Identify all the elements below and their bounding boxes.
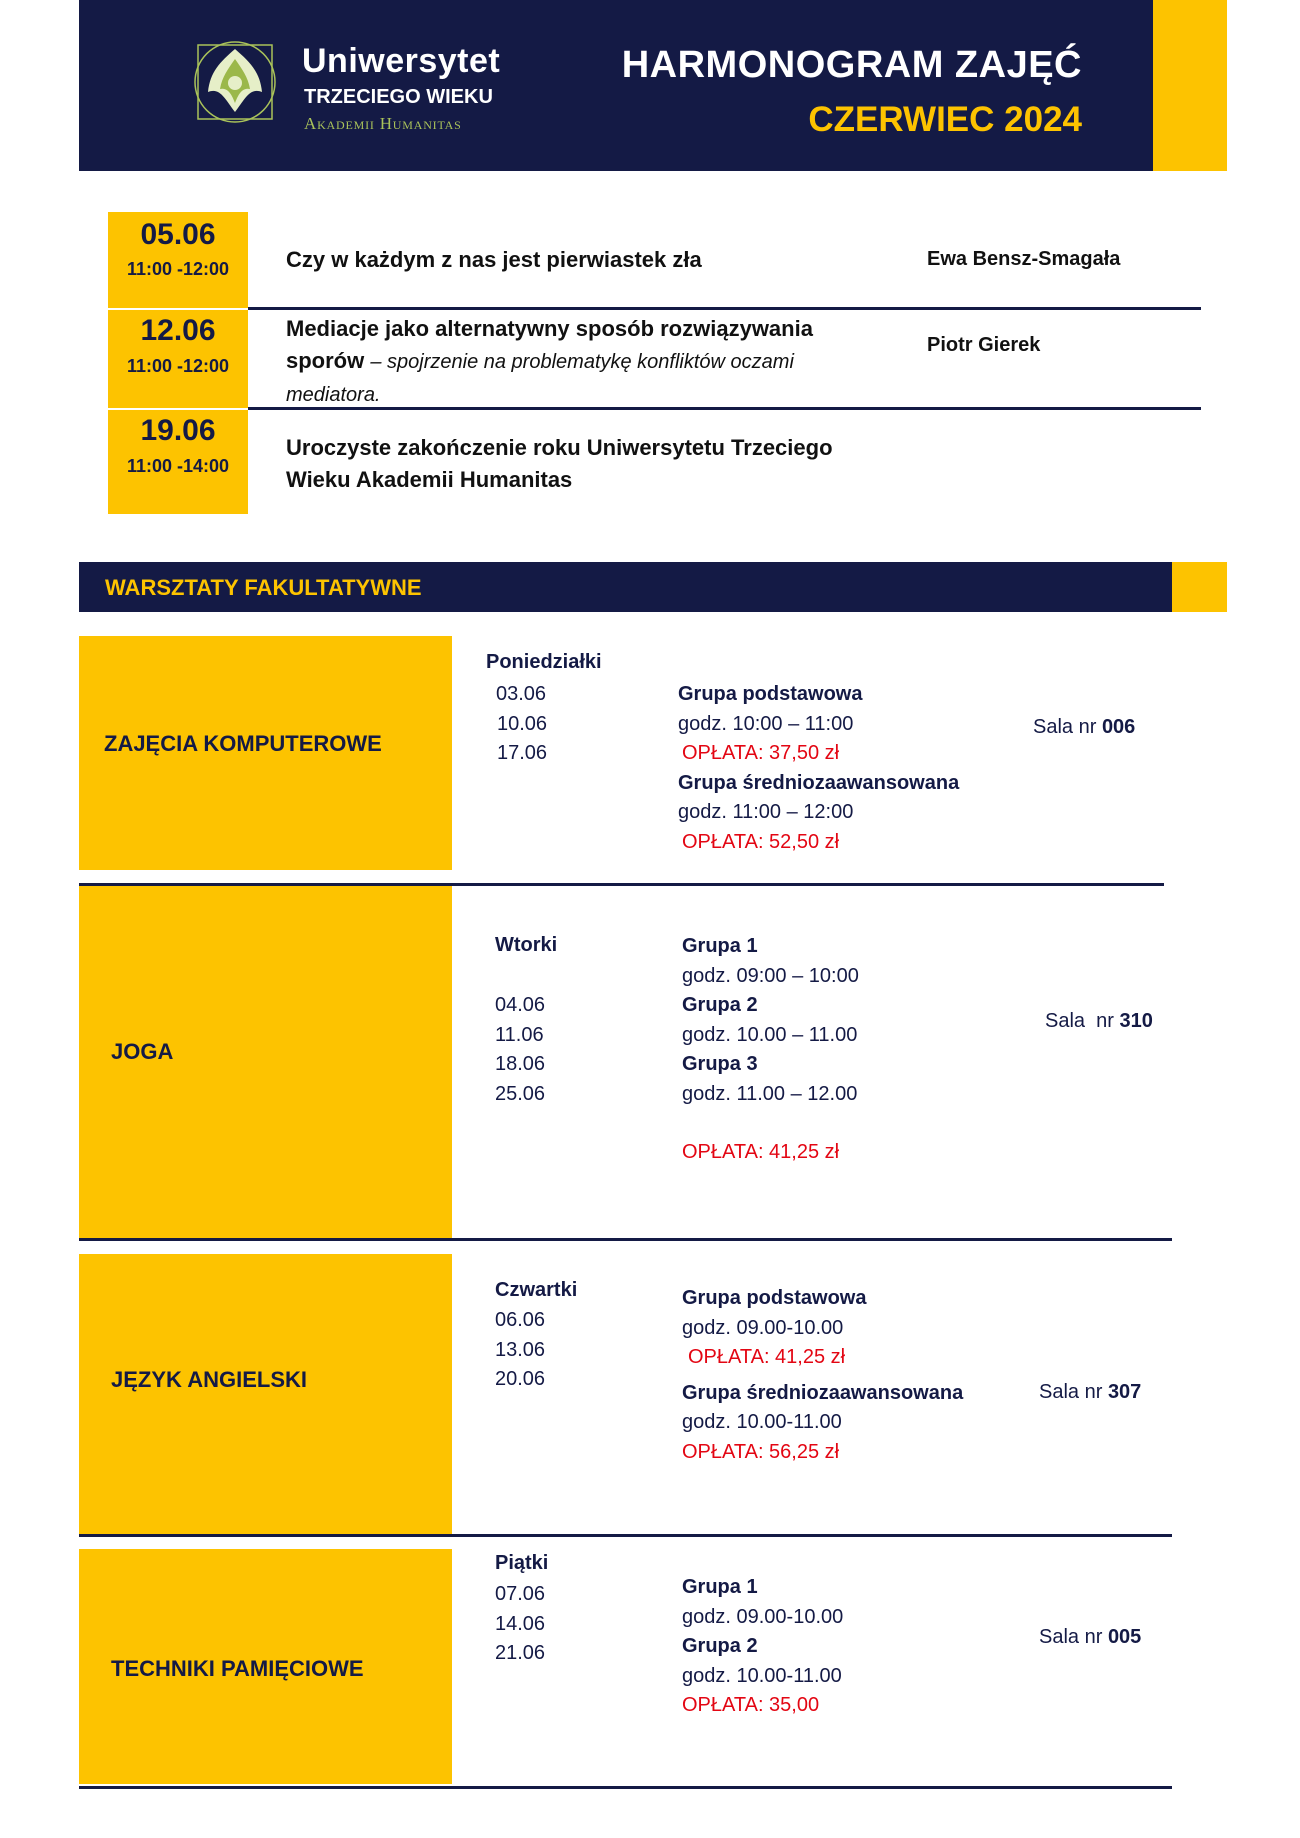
group-name: Grupa średniozaawansowana [682,1381,964,1404]
workshop-date: 06.06 [495,1309,546,1331]
group-hours: godz. 11.00 – 12.00 [682,1082,858,1105]
workshop-date: 14.06 [495,1612,546,1635]
group-name: Grupa podstawowa [682,1287,867,1309]
group-hours: godz. 09.00-10.00 [682,1316,844,1339]
group-hours: godz. 10.00-11.00 [682,1411,842,1433]
lecture-subtitle: – spojrzenie na problematykę konfliktów oczami mediatora. [286,351,794,406]
room-number: 310 [1119,1010,1153,1032]
lecture-title: Mediacje jako alternatywny sposób rozwiązywania sporów [286,316,813,373]
workshop-name: JOGA [111,1039,174,1064]
room-label: Sala nr [1039,1626,1103,1648]
logo-text-trzeciego-wieku: TRZECIEGO WIEKU [304,86,493,108]
workshop-name: ZAJĘCIA KOMPUTEROWE [104,731,382,756]
lecture-date: 05.06 [140,218,216,251]
workshop-day: Poniedziałki [486,651,602,673]
group-name: Grupa 1 [682,1576,758,1598]
page-subtitle: CZERWIEC 2024 [808,100,1082,139]
workshop-fee: OPŁATA: 35,00 [682,1694,820,1716]
group-hours: godz. 10:00 – 11:00 [678,712,854,735]
workshop-date: 11.06 [495,1023,544,1046]
logo-text-akademii: Akademii Humanitas [304,114,462,133]
workshop-dates [496,680,547,769]
workshop-dates [495,1580,545,1669]
workshop-date: 04.06 [495,994,546,1016]
lecture-date-box [108,410,248,514]
lecture-date-box [108,310,248,408]
lecture-divider [248,407,1201,410]
workshop-day: Piątki [495,1552,549,1574]
group-fee: OPŁATA: 41,25 zł [688,1346,846,1368]
group-hours: godz. 11:00 – 12:00 [678,801,854,823]
group-hours: godz. 09:00 – 10:00 [682,964,859,987]
group-name: Grupa podstawowa [678,683,863,705]
workshop-groups [682,1284,963,1467]
workshop-date: 20.06 [495,1368,546,1390]
workshop-room [1039,1626,1141,1649]
group-name: Grupa średniozaawansowana [678,771,960,794]
workshop-dates [495,1306,545,1395]
group-fee: OPŁATA: 56,25 zł [682,1440,840,1463]
group-hours: godz. 10.00-11.00 [682,1664,842,1687]
lecture-date: 19.06 [140,414,216,447]
workshop-groups [678,680,959,857]
lecture-date: 12.06 [140,314,216,347]
workshop-room [1039,1381,1141,1404]
group-fee: OPŁATA: 52,50 zł [682,830,840,853]
workshop-name: JĘZYK ANGIELSKI [111,1367,307,1392]
group-hours: godz. 09.00-10.00 [682,1605,844,1628]
workshop-date: 21.06 [495,1642,546,1664]
section-accent-stripe [1172,562,1227,612]
workshop-date: 10.06 [497,712,548,735]
room-number: 006 [1101,716,1136,738]
room-label: Sala nr [1039,1381,1103,1403]
workshop-date: 03.06 [496,683,547,705]
group-fee: OPŁATA: 37,50 zł [682,742,840,764]
lecture-title: Uroczyste zakończenie roku Uniwersytetu Trzeciego Wieku Akademii Humanitas [286,435,833,492]
lecture-time: 11:00 -12:00 [126,259,230,279]
workshop-date: 07.06 [495,1583,546,1605]
room-label: Sala nr [1033,716,1097,738]
group-name: Grupa 2 [682,1635,758,1657]
workshop-name-box [79,1254,452,1536]
group-name: Grupa 2 [682,994,758,1016]
workshop-divider [79,1238,1172,1241]
group-name: Grupa 1 [682,935,758,957]
group-hours: godz. 10.00 – 11.00 [682,1023,858,1046]
lecture-lecturer: Ewa Bensz-Smagała [927,248,1121,270]
section-title: WARSZTATY FAKULTATYWNE [105,575,422,600]
room-number: 307 [1107,1381,1142,1403]
room-label: Sala nr [1045,1010,1114,1032]
workshop-date: 13.06 [495,1338,546,1361]
group-name: Grupa 3 [682,1053,758,1075]
lecture-lecturer: Piotr Gierek [927,334,1041,356]
lecture-time: 11:00 -12:00 [126,356,230,376]
lecture-time: 11:00 -14:00 [126,456,230,476]
workshop-groups [682,1573,843,1721]
lecture-date-box [108,212,248,308]
workshop-divider [79,1786,1172,1789]
workshop-date: 17.06 [497,742,548,764]
workshop-day: Wtorki [495,934,558,956]
workshop-groups [682,932,859,1168]
lecture-title: Czy w każdym z nas jest pierwiastek zła [286,247,702,272]
workshop-dates [495,991,545,1109]
workshop-day: Czwartki [495,1279,578,1301]
workshop-date: 18.06 [495,1053,546,1075]
lecture-title-block [286,313,886,411]
logo-text-uniwersytet: Uniwersytet [302,42,501,80]
university-logo-icon [190,37,280,127]
workshop-name: TECHNIKI PAMIĘCIOWE [111,1656,364,1681]
workshop-date: 25.06 [495,1082,546,1105]
workshop-divider [79,1534,1172,1537]
workshop-room [1045,1010,1153,1033]
page-title: HARMONOGRAM ZAJĘĆ [621,44,1082,86]
room-number: 005 [1107,1626,1142,1648]
header-accent-stripe [1153,0,1227,171]
workshop-fee: OPŁATA: 41,25 zł [682,1141,840,1163]
lecture-divider [248,307,1201,310]
workshop-room [1033,716,1135,739]
